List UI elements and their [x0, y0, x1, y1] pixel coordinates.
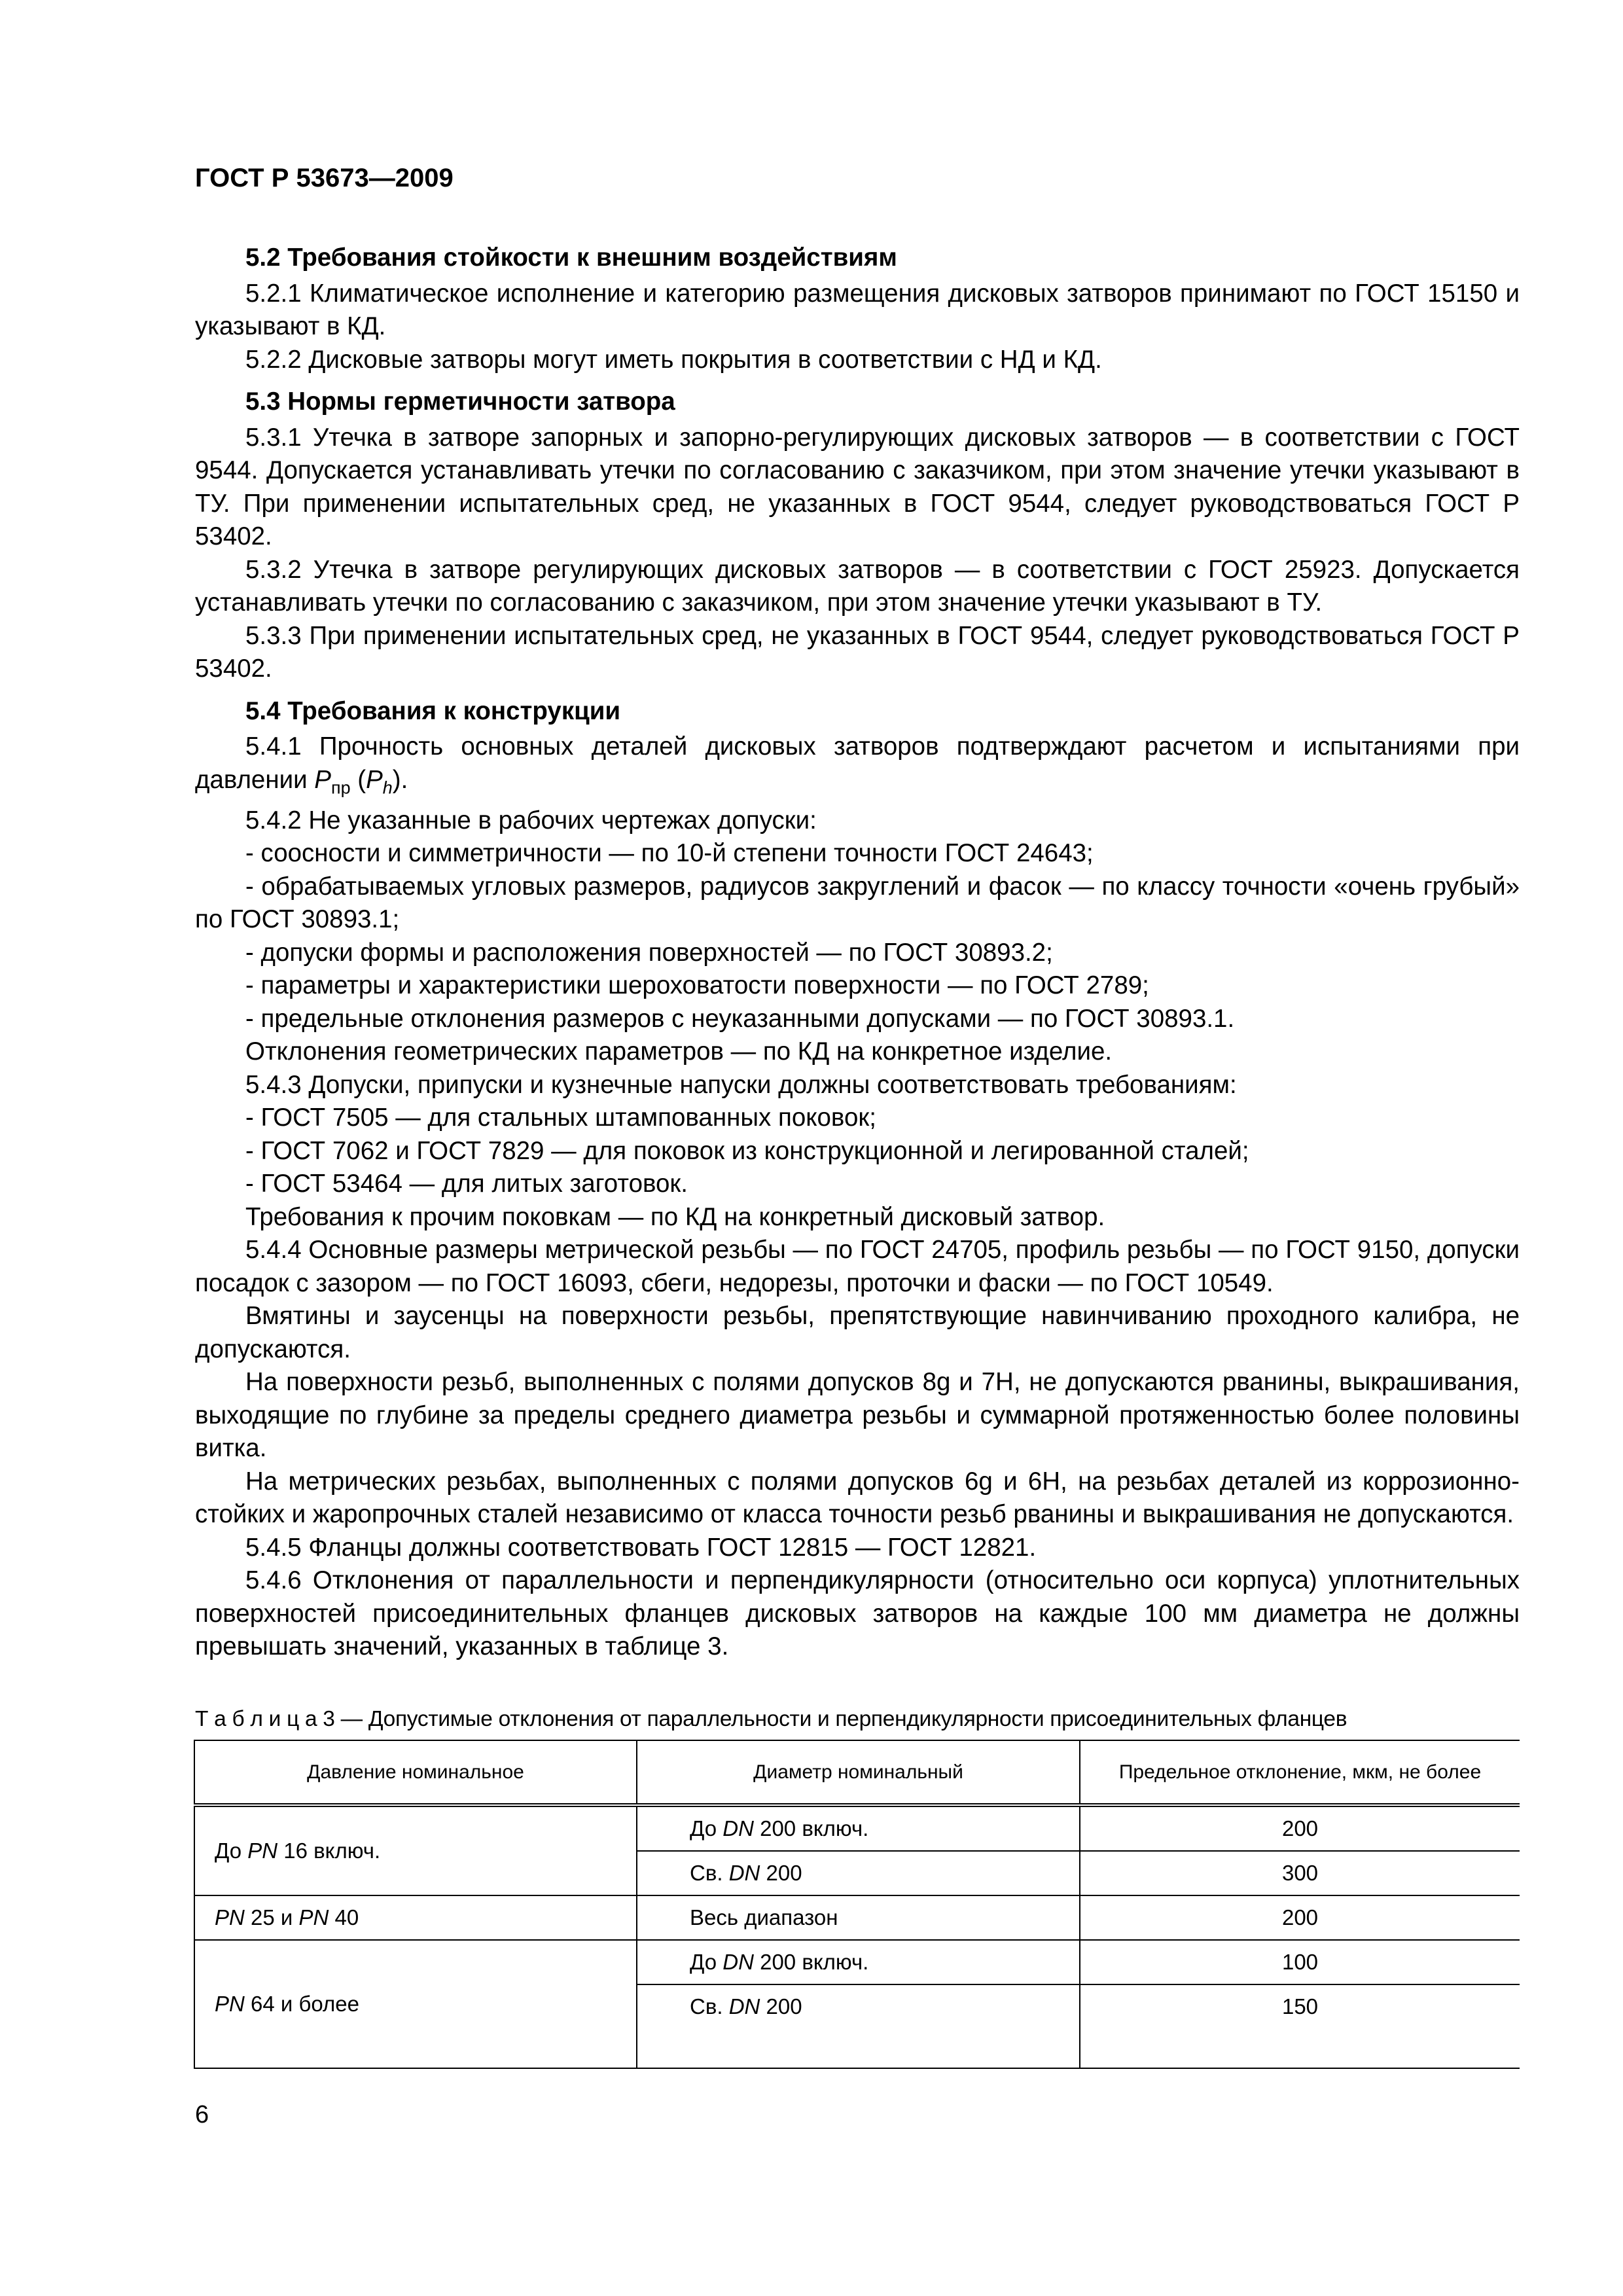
- header-cell: Давление номинальное: [194, 1740, 637, 1805]
- diameter-cell: Св. DN 200: [637, 1984, 1080, 2068]
- document-body: [195, 232, 1520, 1664]
- table-row: [194, 1940, 1520, 1984]
- list-item: - предельные отклонения размеров с неуказанными допусками — по ГОСТ 30893.1.: [245, 1004, 1235, 1033]
- paragraph: 5.3.1 Утечка в затворе запорных и запорно-регулирующих дисковых затворов — в соответствии с ГОСТ 9544. Допускается устанавливать утечки по согласованию с заказчиком, при этом значение утечки указывают в ТУ. При применении испытательных сред, не указанных в ГОСТ 9544, следует руководствоваться ГОСТ Р 53402.: [195, 423, 1520, 550]
- symbol: P: [314, 765, 331, 794]
- caption-prefix: Т а б л и ц а 3: [195, 1707, 335, 1731]
- document-header: ГОСТ Р 53673—2009: [195, 164, 454, 192]
- text: ).: [392, 765, 408, 794]
- table-row: [194, 1805, 1520, 1851]
- paragraph: 5.4.5 Фланцы должны соответствовать ГОСТ 12815 — ГОСТ 12821.: [245, 1533, 1037, 1562]
- list-item: - соосности и симметричности — по 10-й степени точности ГОСТ 24643;: [245, 839, 1094, 868]
- table-header-row: [194, 1740, 1520, 1805]
- paragraph: Вмятины и заусенцы на поверхности резьбы, препятствующие навинчиванию проходного калибра, не допускаются.: [195, 1302, 1520, 1363]
- paragraph: [195, 730, 1520, 804]
- paragraph: 5.4.3 Допуски, припуски и кузнечные напуски должны соответствовать требованиям:: [245, 1070, 1237, 1099]
- list-item: - обрабатываемых угловых размеров, радиусов закруглений и фасок — по классу точности «очень грубый» по ГОСТ 30893.1;: [195, 872, 1520, 934]
- text: 5.4.1 Прочность основных деталей дисковых затворов подтверждают расчетом и испытаниями при давлении: [195, 732, 1520, 794]
- diameter-cell: Весь диапазон: [637, 1895, 1080, 1940]
- section-heading: 5.2 Требования стойкости к внешним воздействиям: [245, 243, 897, 272]
- paragraph: 5.4.6 Отклонения от параллельности и перпендикулярности (относительно оси корпуса) уплотнительных поверхностей присоединительных фланцев дисковых затворов на каждые 100 мм диаметра не должны превышать значений, указанных в таблице 3.: [195, 1566, 1520, 1661]
- value-cell: 100: [1080, 1940, 1520, 1984]
- list-item: - ГОСТ 53464 — для литых заготовок.: [245, 1170, 688, 1198]
- section-heading: 5.4 Требования к конструкции: [245, 696, 621, 725]
- paragraph: Требования к прочим поковкам — по КД на конкретный дисковый затвор.: [245, 1202, 1105, 1231]
- diameter-cell: До DN 200 включ.: [637, 1940, 1080, 1984]
- paragraph: На поверхности резьб, выполненных с полями допусков 8g и 7H, не допускаются рванины, выкрашивания, выходящие по глубине за пределы среднего диаметра резьбы и суммарной протяженностью более половины витка.: [195, 1368, 1520, 1463]
- caption-text: — Допустимые отклонения от параллельности и перпендикулярности присоединительных фланцев: [334, 1707, 1347, 1731]
- page-number: 6: [195, 2101, 209, 2128]
- list-item: - ГОСТ 7505 — для стальных штампованных поковок;: [245, 1103, 876, 1132]
- subscript: h: [382, 778, 393, 798]
- value-cell: 300: [1080, 1851, 1520, 1895]
- header-cell: Предельное отклонение, мкм, не более: [1080, 1740, 1520, 1805]
- list-item: - допуски формы и расположения поверхностей — по ГОСТ 30893.2;: [245, 938, 1053, 967]
- header-cell: Диаметр номинальный: [637, 1740, 1080, 1805]
- list-item: - параметры и характеристики шероховатости поверхности — по ГОСТ 2789;: [245, 971, 1149, 1000]
- paragraph: На метрических резьбах, выполненных с полями допусков 6g и 6H, на резьбах деталей из коррозионно-стойких и жаропрочных сталей независимо от класса точности резьб рванины и выкрашивания не допускаются.: [195, 1467, 1520, 1529]
- paragraph: 5.2.2 Дисковые затворы могут иметь покрытия в соответствии с НД и КД.: [245, 345, 1102, 374]
- paragraph: 5.4.4 Основные размеры метрической резьбы — по ГОСТ 24705, профиль резьбы — по ГОСТ 9150, допуски посадок с зазором — по ГОСТ 16093, сбеги, недорезы, проточки и фаски — по ГОСТ 10549.: [195, 1236, 1520, 1297]
- value-cell: 200: [1080, 1895, 1520, 1940]
- value-cell: 200: [1080, 1805, 1520, 1851]
- table-row: [194, 1895, 1520, 1940]
- paragraph: 5.4.2 Не указанные в рабочих чертежах допуски:: [245, 806, 817, 834]
- subscript: пр: [330, 778, 351, 798]
- paragraph: 5.3.2 Утечка в затворе регулирующих дисковых затворов — в соответствии с ГОСТ 25923. Допускается устанавливать утечки по согласованию с заказчиком, при этом значение утечки указывают в ТУ.: [195, 555, 1520, 617]
- text: (: [350, 765, 366, 794]
- diameter-cell: Св. DN 200: [637, 1851, 1080, 1895]
- list-item: - ГОСТ 7062 и ГОСТ 7829 — для поковок из конструкционной и легированной сталей;: [245, 1136, 1249, 1165]
- paragraph: Отклонения геометрических параметров — по КД на конкретное изделие.: [245, 1037, 1113, 1066]
- pressure-cell: PN 64 и более: [194, 1940, 637, 2068]
- paragraph: 5.2.1 Климатическое исполнение и категорию размещения дисковых затворов принимают по ГОСТ 15150 и указывают в КД.: [195, 279, 1520, 340]
- pressure-cell: PN 25 и PN 40: [194, 1895, 637, 1940]
- symbol: P: [366, 765, 383, 794]
- paragraph: 5.3.3 При применении испытательных сред, не указанных в ГОСТ 9544, следует руководствоваться ГОСТ Р 53402.: [195, 621, 1520, 683]
- section-heading: 5.3 Нормы герметичности затвора: [245, 387, 675, 416]
- table-caption: [195, 1707, 1520, 1732]
- diameter-cell: До DN 200 включ.: [637, 1805, 1080, 1851]
- deviation-table: [194, 1740, 1520, 2069]
- value-cell: 150: [1080, 1984, 1520, 2068]
- pressure-cell: До PN 16 включ.: [194, 1805, 637, 1895]
